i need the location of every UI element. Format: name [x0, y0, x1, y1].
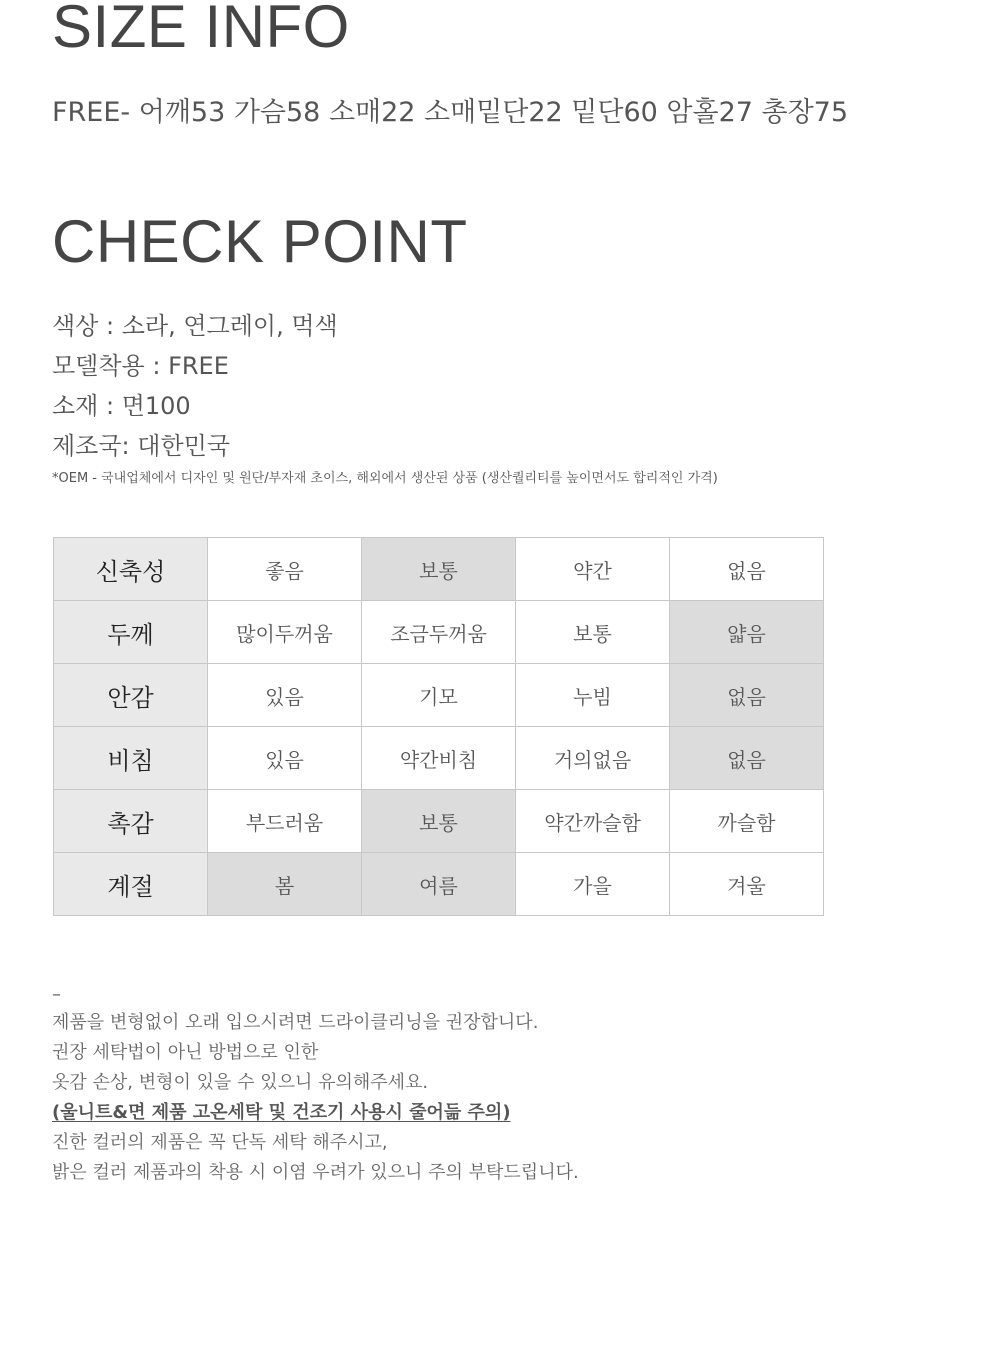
option-cell-selected: 보통: [362, 790, 516, 853]
check-point-heading: CHECK POINT: [52, 208, 468, 275]
table-row-season: [54, 853, 824, 916]
option-cell: 많이두꺼움: [208, 601, 362, 664]
care-line: 권장 세탁법이 아닌 방법으로 인한: [52, 1042, 319, 1063]
detail-color: 색상 : 소라, 연그레이, 먹색: [52, 312, 338, 340]
care-line: 제품을 변형없이 오래 입으시려면 드라이클리닝을 권장합니다.: [52, 1012, 539, 1033]
option-cell: 까슬함: [670, 790, 824, 853]
table-row-sheerness: [54, 727, 824, 790]
size-measurements: FREE- 어깨53 가슴58 소매22 소매밑단22 밑단60 암홀27 총장75: [52, 97, 849, 128]
option-cell: 없음: [670, 538, 824, 601]
care-instructions: [52, 982, 579, 1188]
option-cell-selected: 여름: [362, 853, 516, 916]
option-cell: 있음: [208, 664, 362, 727]
detail-model-size: 모델착용 : FREE: [52, 352, 229, 380]
product-details-list: [52, 306, 338, 466]
option-cell-selected: 보통: [362, 538, 516, 601]
option-cell-selected: 얇음: [670, 601, 824, 664]
row-label-season: 계절: [54, 853, 208, 916]
care-line: 진한 컬러의 제품은 꼭 단독 세탁 해주시고,: [52, 1132, 388, 1153]
row-label-stretch: 신축성: [54, 538, 208, 601]
option-cell: 있음: [208, 727, 362, 790]
option-cell: 좋음: [208, 538, 362, 601]
option-cell-selected: 없음: [670, 727, 824, 790]
table-row-stretch: [54, 538, 824, 601]
row-label-thickness: 두께: [54, 601, 208, 664]
care-line: 옷감 손상, 변형이 있을 수 있으니 유의해주세요.: [52, 1072, 429, 1093]
care-line: 밝은 컬러 제품과의 착용 시 이염 우려가 있으니 주의 부탁드립니다.: [52, 1162, 579, 1183]
option-cell: 가을: [516, 853, 670, 916]
table-row-lining: [54, 664, 824, 727]
row-label-lining: 안감: [54, 664, 208, 727]
row-label-texture: 촉감: [54, 790, 208, 853]
table-row-texture: [54, 790, 824, 853]
detail-origin: 제조국: 대한민국: [52, 432, 231, 460]
option-cell: 약간비침: [362, 727, 516, 790]
detail-material: 소재 : 면100: [52, 392, 191, 420]
option-cell: 조금두꺼움: [362, 601, 516, 664]
option-cell: 부드러움: [208, 790, 362, 853]
size-info-heading: SIZE INFO: [52, 0, 350, 60]
table-row-thickness: [54, 601, 824, 664]
row-label-sheerness: 비침: [54, 727, 208, 790]
check-point-table: [53, 537, 824, 916]
option-cell: 겨울: [670, 853, 824, 916]
option-cell-selected: 없음: [670, 664, 824, 727]
option-cell: 누빔: [516, 664, 670, 727]
option-cell: 거의없음: [516, 727, 670, 790]
option-cell: 약간까슬함: [516, 790, 670, 853]
option-cell-selected: 봄: [208, 853, 362, 916]
oem-note: *OEM - 국내업체에서 디자인 및 원단/부자재 초이스, 해외에서 생산된 상품 (생산퀄리티를 높이면서도 합리적인 가격): [52, 471, 718, 486]
option-cell: 기모: [362, 664, 516, 727]
option-cell: 보통: [516, 601, 670, 664]
care-warning: (울니트&면 제품 고온세탁 및 건조기 사용시 줄어듦 주의): [52, 1102, 511, 1123]
option-cell: 약간: [516, 538, 670, 601]
divider-dash: –: [52, 984, 61, 1005]
